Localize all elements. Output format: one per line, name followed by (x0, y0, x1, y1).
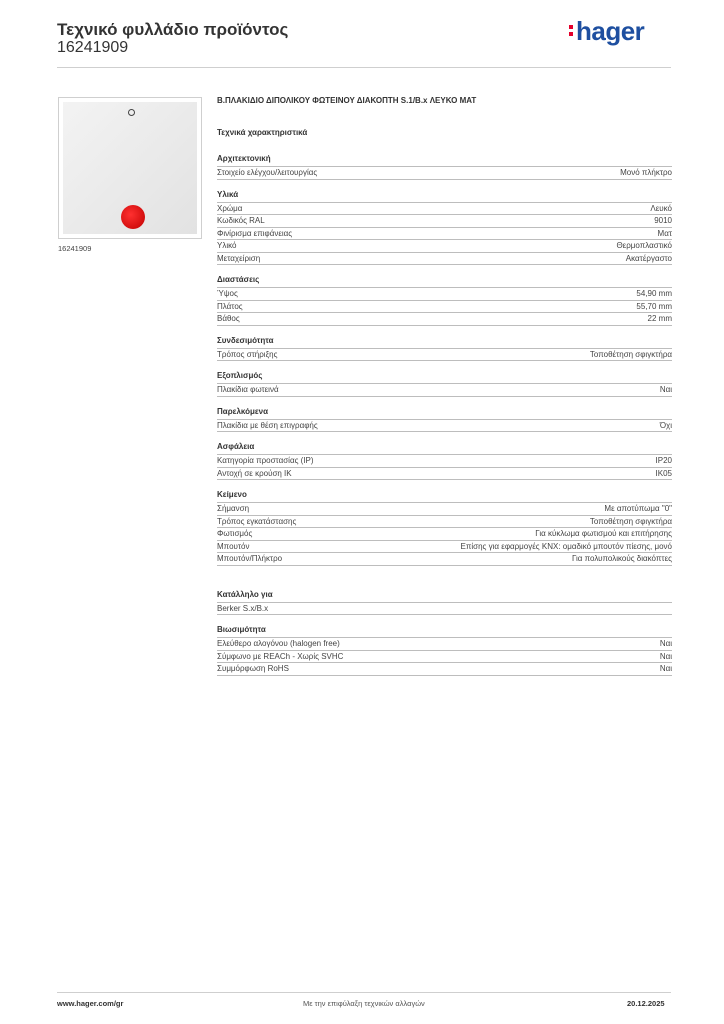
spec-value: Ναι (659, 385, 672, 394)
footer-note: Με την επιφύλαξη τεχνικών αλλαγών (303, 999, 425, 1008)
spec-row (217, 203, 672, 216)
spec-label: Χρώμα (217, 203, 243, 213)
spec-label: Αντοχή σε κρούση IK (217, 468, 292, 478)
spec-label: Κωδικός RAL (217, 216, 265, 225)
spec-value: Θερμοπλαστικό (616, 241, 672, 250)
spec-value: 9010 (654, 216, 672, 225)
spec-row (217, 663, 672, 676)
spec-label: Τρόπος στήριξης (217, 349, 278, 359)
spec-label: Σύμφωνο με REACh - Χωρίς SVHC (217, 651, 344, 661)
spec-label: Φωτισμός (217, 529, 253, 538)
spec-section (217, 371, 672, 397)
spec-label: Μπουτόν (217, 541, 250, 551)
spec-label: Berker S.x/B.x (217, 603, 269, 613)
spec-label: Στοιχείο ελέγχου/λειτουργίας (217, 168, 318, 177)
spec-value: 55,70 mm (636, 301, 672, 311)
product-code: 16241909 (57, 39, 129, 56)
spec-value: Για κύκλωμα φωτισμού και επιτήρησης (535, 529, 672, 538)
red-lens-icon (121, 205, 145, 229)
spec-row (217, 288, 672, 301)
spec-label: Υλικό (217, 241, 237, 250)
spec-label: Ελεύθερο αλογόνου (halogen free) (217, 639, 340, 648)
logo-dots-icon (569, 25, 574, 39)
footer-divider (57, 992, 671, 993)
spec-value: IK05 (655, 468, 672, 478)
spec-label: Πλακίδια με θέση επιγραφής (217, 420, 318, 430)
section-title: Παρελκόμενα (217, 407, 672, 420)
spec-value: Ναι (659, 639, 672, 648)
spec-value: Λευκό (650, 203, 672, 213)
spec-row (217, 420, 672, 433)
spec-label: Συμμόρφωση RoHS (217, 664, 289, 673)
spec-row (217, 553, 672, 566)
spec-label: Τρόπος εγκατάστασης (217, 516, 297, 526)
spec-row (217, 253, 672, 266)
spec-row (217, 240, 672, 253)
spec-row (217, 638, 672, 651)
spec-section (217, 490, 672, 566)
spec-label: Πλακίδια φωτεινά (217, 385, 279, 394)
spec-row (217, 468, 672, 481)
spec-row (217, 228, 672, 241)
spec-label: Βάθος (217, 314, 240, 323)
footer-website[interactable]: www.hager.com/gr (57, 999, 124, 1008)
spec-row (217, 503, 672, 516)
spec-row (217, 313, 672, 326)
spec-row (217, 301, 672, 314)
section-gap (217, 576, 672, 590)
section-title: Διαστάσεις (217, 275, 672, 288)
section-title: Υλικά (217, 190, 672, 203)
document-title: Τεχνικό φυλλάδιο προϊόντος (57, 20, 289, 39)
spec-row (217, 541, 672, 554)
header-divider (57, 67, 671, 68)
spec-value: Όχι (659, 420, 672, 430)
image-caption: 16241909 (58, 244, 92, 253)
footer-date: 20.12.2025 (627, 999, 665, 1008)
spec-row (217, 455, 672, 468)
spec-section (217, 625, 672, 676)
spec-label: Μεταχείριση (217, 253, 261, 263)
spec-value: Για πολυπολικούς διακόπτες (571, 554, 672, 563)
spec-row (217, 651, 672, 664)
section-title: Ασφάλεια (217, 442, 672, 455)
spec-label: Σήμανση (217, 504, 250, 513)
spec-value: Μονό πλήκτρο (620, 168, 672, 177)
spec-section (217, 336, 672, 362)
spec-row (217, 528, 672, 541)
spec-value: Ακατέργαστο (625, 253, 672, 263)
spec-label: Πλάτος (217, 301, 243, 311)
spec-label: Φινίρισμα επιφάνειας (217, 228, 293, 238)
section-title: Βιωσιμότητα (217, 625, 672, 638)
product-image (58, 97, 202, 239)
spec-subtitle: Τεχνικά χαρακτηριστικά (217, 128, 308, 137)
spec-row (217, 349, 672, 362)
section-title: Κείμενο (217, 490, 672, 503)
spec-section (217, 407, 672, 433)
spec-row (217, 167, 672, 180)
spec-value: Τοποθέτηση σφιγκτήρα (589, 516, 672, 526)
logo-text: hager (576, 16, 645, 46)
spec-value: IP20 (655, 456, 672, 465)
zero-symbol-icon (128, 109, 135, 116)
section-title: Συνδεσιμότητα (217, 336, 672, 349)
section-title: Κατάλληλο για (217, 590, 672, 603)
spec-section (217, 190, 672, 266)
spec-value: Ναι (659, 651, 672, 661)
spec-value: Επίσης για εφαρμογές KNX: ομαδικό μπουτόν πίεσης, μονό (460, 541, 672, 551)
spec-section (217, 275, 672, 326)
spec-label: Ύψος (217, 289, 238, 298)
switch-plate-image (63, 102, 197, 234)
section-title: Εξοπλισμός (217, 371, 672, 384)
spec-row (217, 384, 672, 397)
product-title: Β.ΠΛΑΚΙΔΙΟ ΔΙΠΟΛΙΚΟΥ ΦΩΤΕΙΝΟΥ ΔΙΑΚΟΠΤΗ S.1/B.x ΛΕΥΚΟ ΜΑΤ (217, 96, 477, 105)
spec-value: Με αποτύπωμα "0" (604, 504, 672, 513)
hager-logo (569, 16, 644, 47)
spec-section (217, 154, 672, 180)
spec-value: 22 mm (647, 314, 672, 323)
spec-row (217, 215, 672, 228)
spec-row (217, 603, 672, 616)
spec-value: 54,90 mm (636, 289, 672, 298)
section-title: Αρχιτεκτονική (217, 154, 672, 167)
spec-label: Μπουτόν/Πλήκτρο (217, 554, 283, 563)
spec-section (217, 590, 672, 616)
spec-value: Ματ (657, 228, 672, 238)
spec-row (217, 516, 672, 529)
spec-sections (217, 154, 672, 676)
spec-content (217, 96, 672, 686)
spec-value: Ναι (659, 664, 672, 673)
spec-label: Κατηγορία προστασίας (IP) (217, 456, 314, 465)
spec-section (217, 442, 672, 480)
spec-value: Τοποθέτηση σφιγκτήρα (589, 349, 672, 359)
